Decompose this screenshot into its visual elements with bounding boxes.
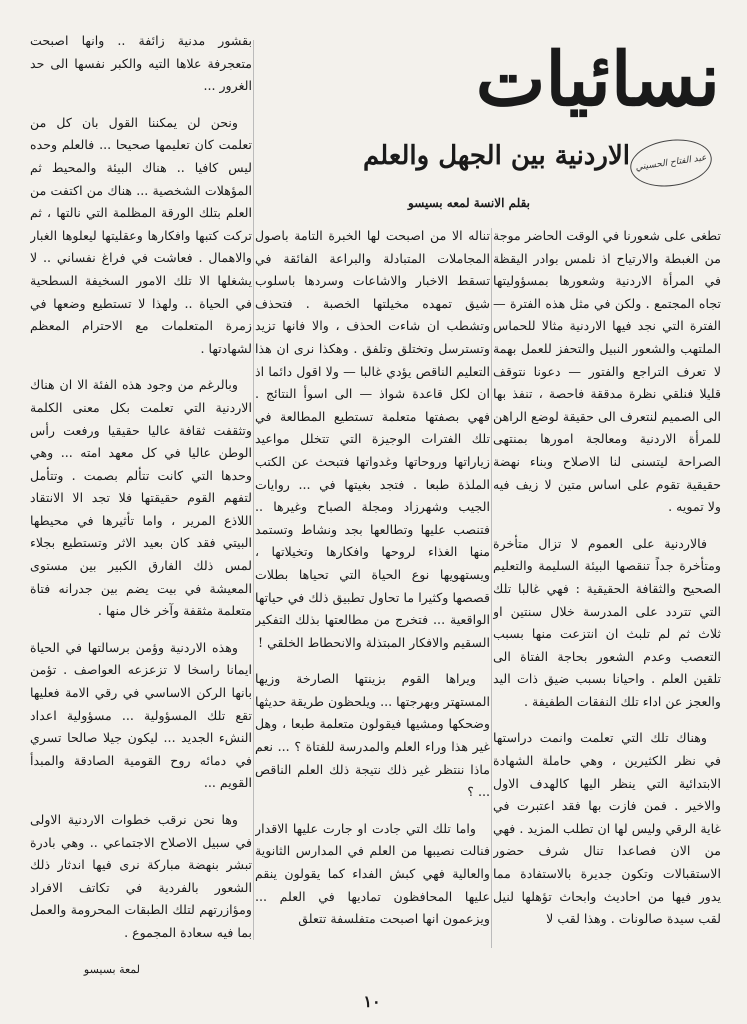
column-divider xyxy=(253,40,254,940)
paragraph: تطغى على شعورنا في الوقت الحاضر موجة من الغبطة والارتياح اذ نلمس بوادر اليقظة في المرأة الاردنية وشعورها بمسؤوليتها تجاه المجتمع . ولكن في مثل هذه الفترة — الفترة التي نجد فيها الاردنية مثالا للحماس الملتهب والشعور النبيل والتحفز للعمل بهمة لا تعرف التراجع والفتور — دعونا نتوقف قليلا فنلقي نظرة مدققة فاحصة ، تنفذ بها الى الصميم لنتعرف الى حقيقة لوضع الراهن للمرأة الاردنية ومعالجة امورها بمنتهى الصراحة ليتسنى لنا الاصلاح وبناء نهضة حقيقية تقوم على اساس متين لا زيف فيه ولا تمويه . xyxy=(493,228,721,515)
article-column-left xyxy=(30,30,252,960)
author-signature: لمعة بسيسو xyxy=(83,963,140,976)
library-stamp xyxy=(627,135,715,192)
paragraph: بقشور مدنية زائفة .. وانها اصبحت متعجرفة علاها التيه والكبر نفسها الى حد الغرور ... xyxy=(30,33,252,94)
paragraph: واما تلك التي جادت او جارت عليها الاقدار فنالت نصيبها من العلم في المدارس الثانوية والعالية فهي كبش الفداء كما يقولون ينقم عليها المحافظون تماديها في العلم ... ويزعمون انها اصبحت متفلسفة تتعلق xyxy=(255,820,490,927)
article-column-right xyxy=(493,225,721,965)
paragraph: وها نحن نرقب خطوات الاردنية الاولى في سبيل الاصلاح الاجتماعي .. وهي بادرة تبشر بنهضة مباركة نرى فيها اندثار ذلك الشعور بالفردية في تكاتف الافراد ومؤازرتهم لتلك الطبقات المحرومة والعمل بما فيه سعادة المجموع . xyxy=(30,812,252,940)
column-divider xyxy=(491,228,492,948)
paragraph: وهذه الاردنية وؤمن برسالتها في الحياة ايمانا راسخا لا تزعزعه العواصف . تؤمن بانها الركن الاساسي في رقي الامة فعليها تقع تلك المسؤولية ... مسؤولية اعداد النشء الجديد ... ليكون جيلا صالحا تسري في دمائه روح القومية الصادقة والمبدأ القويم ... xyxy=(30,639,252,791)
paragraph: ويراها القوم بزينتها الصارخة وزيها المستهتر وبهرجتها ... ويلحظون طريقة حديثها وضحكها ومشيها فيقولون متعلمة طبعا ، وهل غير هذا وراء العلم والمدرسة للفتاة ؟ ... نعم ماذا ننتظر غير ذلك نتيجة ذلك العلم الناقص ... ؟ xyxy=(255,671,490,800)
stamp-text: عبد الفتاح الحسيني xyxy=(634,152,708,173)
paragraph: تناله الا من اصبحت لها الخبرة التامة باصول المجاملات المتبادلة والبراعة الفائقة في تسقط الاخبار والاشاعات وسردها باسلوب شيق تمهده مخيلتها الخصبة . فتحذف وتشطب ان شاءت الحذف ، والا فانها تزيد وتسترسل وتختلق وتلفق . وهكذا نرى ان هذا التعليم الناقص يؤدي غالبا — ولا اقول دائما اذ ان لكل قاعدة شواذ — الى اسوأ النتائج . فهي بصفتها متعلمة تستطيع المطالعة في تلك الفترات الوجيزة التي تتخلل مواعيد زياراتها وروحاتها وغدواتها فتبحث عن الكتب الملذة طبعا . فتجد بغيتها في ... روايات الجيب وشهرزاد ومجلة الصباح وغيرها .. فتنصب عليها وتطالعها بجد ونشاط وتستمد منها الغذاء لروحها وافكارها وتخيلاتها ، ويستهويها نوع الحياة التي تحياها بطلات قصصها وكثيرا ما تحاول تطبيق ذلك في حياتها الواقعية ... فتخرج من مطالعتها بذلك التفكير السقيم والافكار المبتذلة والانحطاط الخلقي ! xyxy=(255,228,490,650)
article-byline: بقلم الانسة لمعه بسيسو xyxy=(408,196,530,210)
article-column-middle xyxy=(255,225,490,965)
paragraph: ونحن لن يمكننا القول بان كل من تعلمت كان تعليمها صحيحا ... فالعلم وحده ليس كافيا .. هناك البيئة والمحيط ثم المؤهلات الشخصية ... هناك من اكتفت من العلم بتلك الورقة المظلمة التي نالتها ، ثم تركت كتبها وافكارها وعقليتها ليعلوها الغبار والاهمال . فعاشت في فراغ نفساني .. لا يشغلها الا تلك الامور السخيفة السطحية في الحياة .. ولهذا لا تستطيع وضعها في زمرة المتعلمات مع الاحترام المعظم لشهادتها . xyxy=(30,114,252,356)
paragraph: فالاردنية على العموم لا تزال متأخرة ومتأخرة جداً تنقصها البيئة السليمة والتعليم الصحيح والثقافة الحقيقية : فهي غالبا تلك التي تتردد على المدرسة خلال سنتين او ثلاث ثم لم تلبث ان انتزعت منها بسبب التعصب وعدم الشعور بحاجة الفتاة الى تلقين العلم . واحيانا بسبب ضيق ذات اليد والعجز عن اداء تلك النفقات الطفيفة . xyxy=(493,535,721,709)
paragraph: وهناك تلك التي تعلمت وانمت دراستها في نظر الكثيرين ، وهي حاملة الشهادة الابتدائية التي ينظر اليها كالهدف الاول والاخير . فمن فازت بها فقد اعتبرت في غاية الرقي وليس لها ان تطلب المزيد . فهي من الان فصاعدا تنال شرف حضور الاستقبالات وتكون جديرة بالاستفادة مما يدور فيها من احاديث وابحاث تؤهلها لنيل لقب سيدة صالونات . وهذا لقب لا xyxy=(493,730,721,927)
paragraph: وبالرغم من وجود هذه الفئة الا ان هناك الاردنية التي تعلمت بكل معنى الكلمة وتثقفت ثقافة عاليا حقيقيا ورفعت رأس الوطن عاليا في كل معهد امته ... وهي وحدها التي كانت تتألم بصمت . وتتأمل لتفهم القوم حقيقتها فلا تجد الا الانتقاد اللاذع المرير ، واما تأثيرها في محيطها البيتي فقد كان بعيد الاثر وتستطيع بجلاء لمس ذلك الفارق الكبير بين مستوى المعيشة في بيت يضم بين جدرانه فتاة متعلمة مثقفة وآخر خال منها . xyxy=(30,377,252,619)
article-subtitle: الاردنية بين الجهل والعلم xyxy=(363,141,630,171)
masthead-title: نسائيات xyxy=(475,37,720,123)
page-number: ١٠ xyxy=(363,992,381,1011)
